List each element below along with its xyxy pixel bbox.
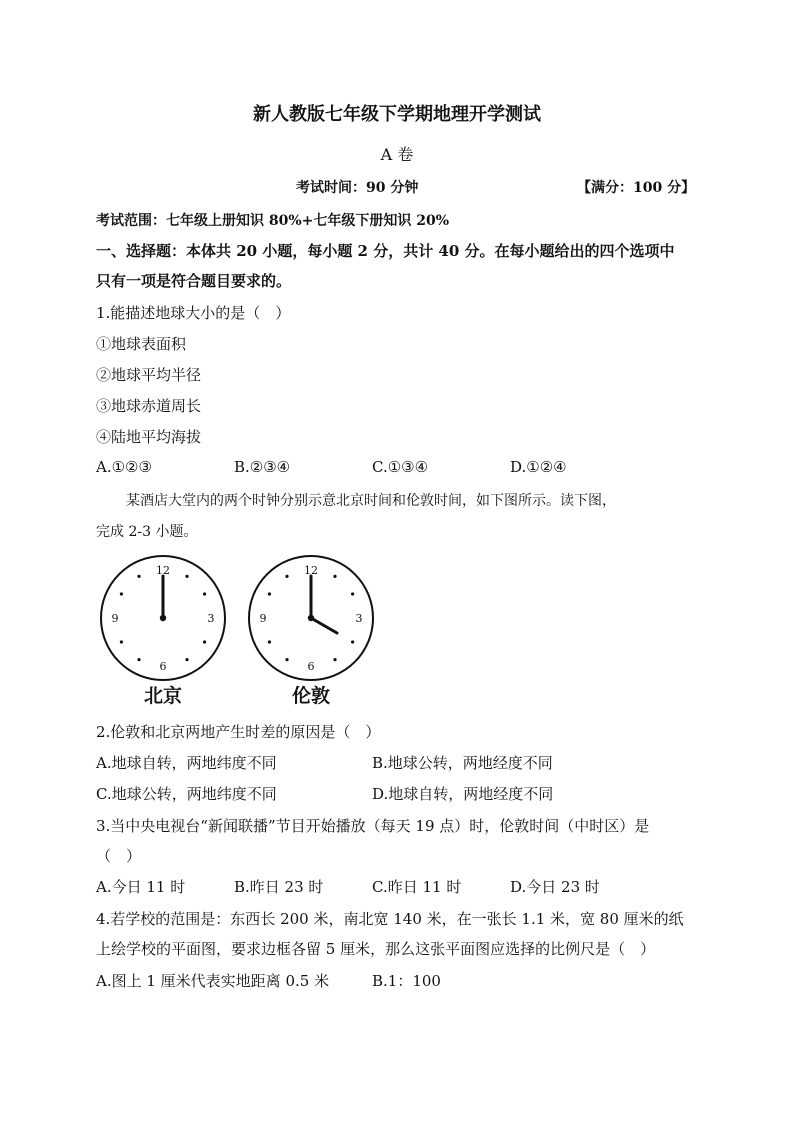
q1-option-a: A.①②③ (96, 458, 152, 476)
clock-center (160, 615, 166, 621)
hour-dot (285, 575, 288, 578)
hour-dot (120, 640, 123, 643)
q2-option-b: B.地球公转，两地经度不同 (372, 754, 553, 772)
q1-item-3: ③地球赤道周长 (96, 397, 202, 415)
q2-option-c: C.地球公转，两地纬度不同 (96, 785, 277, 803)
exam-time: 考试时间：90 分钟 (296, 180, 419, 196)
clock-numeral: 12 (156, 564, 170, 577)
hour-dot (268, 592, 271, 595)
q1-option-c: C.①③④ (372, 458, 429, 476)
hour-dot (268, 640, 271, 643)
hour-dot (351, 640, 354, 643)
q4-option-b: B.1：100 (372, 972, 441, 990)
hour-dot (203, 640, 206, 643)
london-clock (246, 553, 376, 683)
london-clock-label: 伦敦 (291, 685, 330, 707)
hour-dot (333, 575, 336, 578)
passage-line2: 完成 2-3 小题。 (96, 524, 198, 540)
q1-item-2: ②地球平均半径 (96, 366, 202, 384)
clock-numeral: 12 (304, 564, 318, 577)
hour-dot (333, 658, 336, 661)
hour-dot (137, 575, 140, 578)
q4-option-a: A.图上 1 厘米代表实地距离 0.5 米 (96, 972, 330, 990)
q2-stem: 2.伦敦和北京两地产生时差的原因是（ ） (96, 723, 381, 741)
hour-dot (285, 658, 288, 661)
clock-numeral: 3 (207, 612, 215, 625)
hour-dot (185, 658, 188, 661)
hour-dot (203, 592, 206, 595)
q1-item-4: ④陆地平均海拔 (96, 428, 202, 446)
clock-numeral: 3 (355, 612, 363, 625)
clock-numeral: 9 (111, 612, 119, 625)
q3-option-a: A.今日 11 时 (96, 878, 186, 896)
hour-dot (185, 575, 188, 578)
page-subtitle: A 卷 (380, 145, 414, 164)
q4-stem-line2: 上绘学校的平面图，要求边框各留 5 厘米，那么这张平面图应选择的比例尺是（ ） (96, 940, 656, 958)
q3-option-d: D.今日 23 时 (510, 878, 600, 896)
section-heading-line2: 只有一项是符合题目要求的。 (96, 272, 292, 290)
clock-numeral: 6 (159, 660, 167, 673)
page-title: 新人教版七年级下学期地理开学测试 (253, 104, 541, 125)
q3-option-b: B.昨日 23 时 (234, 878, 324, 896)
q4-stem-line1: 4.若学校的范围是：东西长 200 米，南北宽 140 米，在一张长 1.1 米，宽 80 厘米的纸 (96, 910, 684, 928)
clock-numeral: 6 (307, 660, 315, 673)
q3-stem-line2: （ ） (96, 847, 142, 865)
q3-stem-line1: 3.当中央电视台“新闻联播”节目开始播放（每天 19 点）时，伦敦时间（中时区）是 (96, 817, 650, 835)
passage-line1: 某酒店大堂内的两个时钟分别示意北京时间和伦敦时间，如下图所示。读下图， (126, 493, 616, 509)
q1-item-1: ①地球表面积 (96, 335, 187, 353)
clock-numeral: 9 (259, 612, 267, 625)
q1-option-d: D.①②④ (510, 458, 567, 476)
q2-option-a: A.地球自转，两地纬度不同 (96, 754, 277, 772)
q1-stem: 1.能描述地球大小的是（ ） (96, 304, 291, 322)
beijing-clock (98, 553, 228, 683)
q2-option-d: D.地球自转，两地经度不同 (372, 785, 554, 803)
q3-option-c: C.昨日 11 时 (372, 878, 462, 896)
beijing-clock-label: 北京 (143, 685, 182, 707)
hour-dot (120, 592, 123, 595)
q1-option-b: B.②③④ (234, 458, 291, 476)
hour-dot (137, 658, 140, 661)
hour-dot (351, 592, 354, 595)
section-heading-line1: 一、选择题：本体共 20 小题，每小题 2 分，共计 40 分。在每小题给出的四个选项中 (96, 242, 675, 260)
exam-scope: 考试范围：七年级上册知识 80%+七年级下册知识 20% (96, 213, 450, 229)
clock-center (308, 615, 314, 621)
full-score: 【满分：100 分】 (577, 180, 696, 196)
